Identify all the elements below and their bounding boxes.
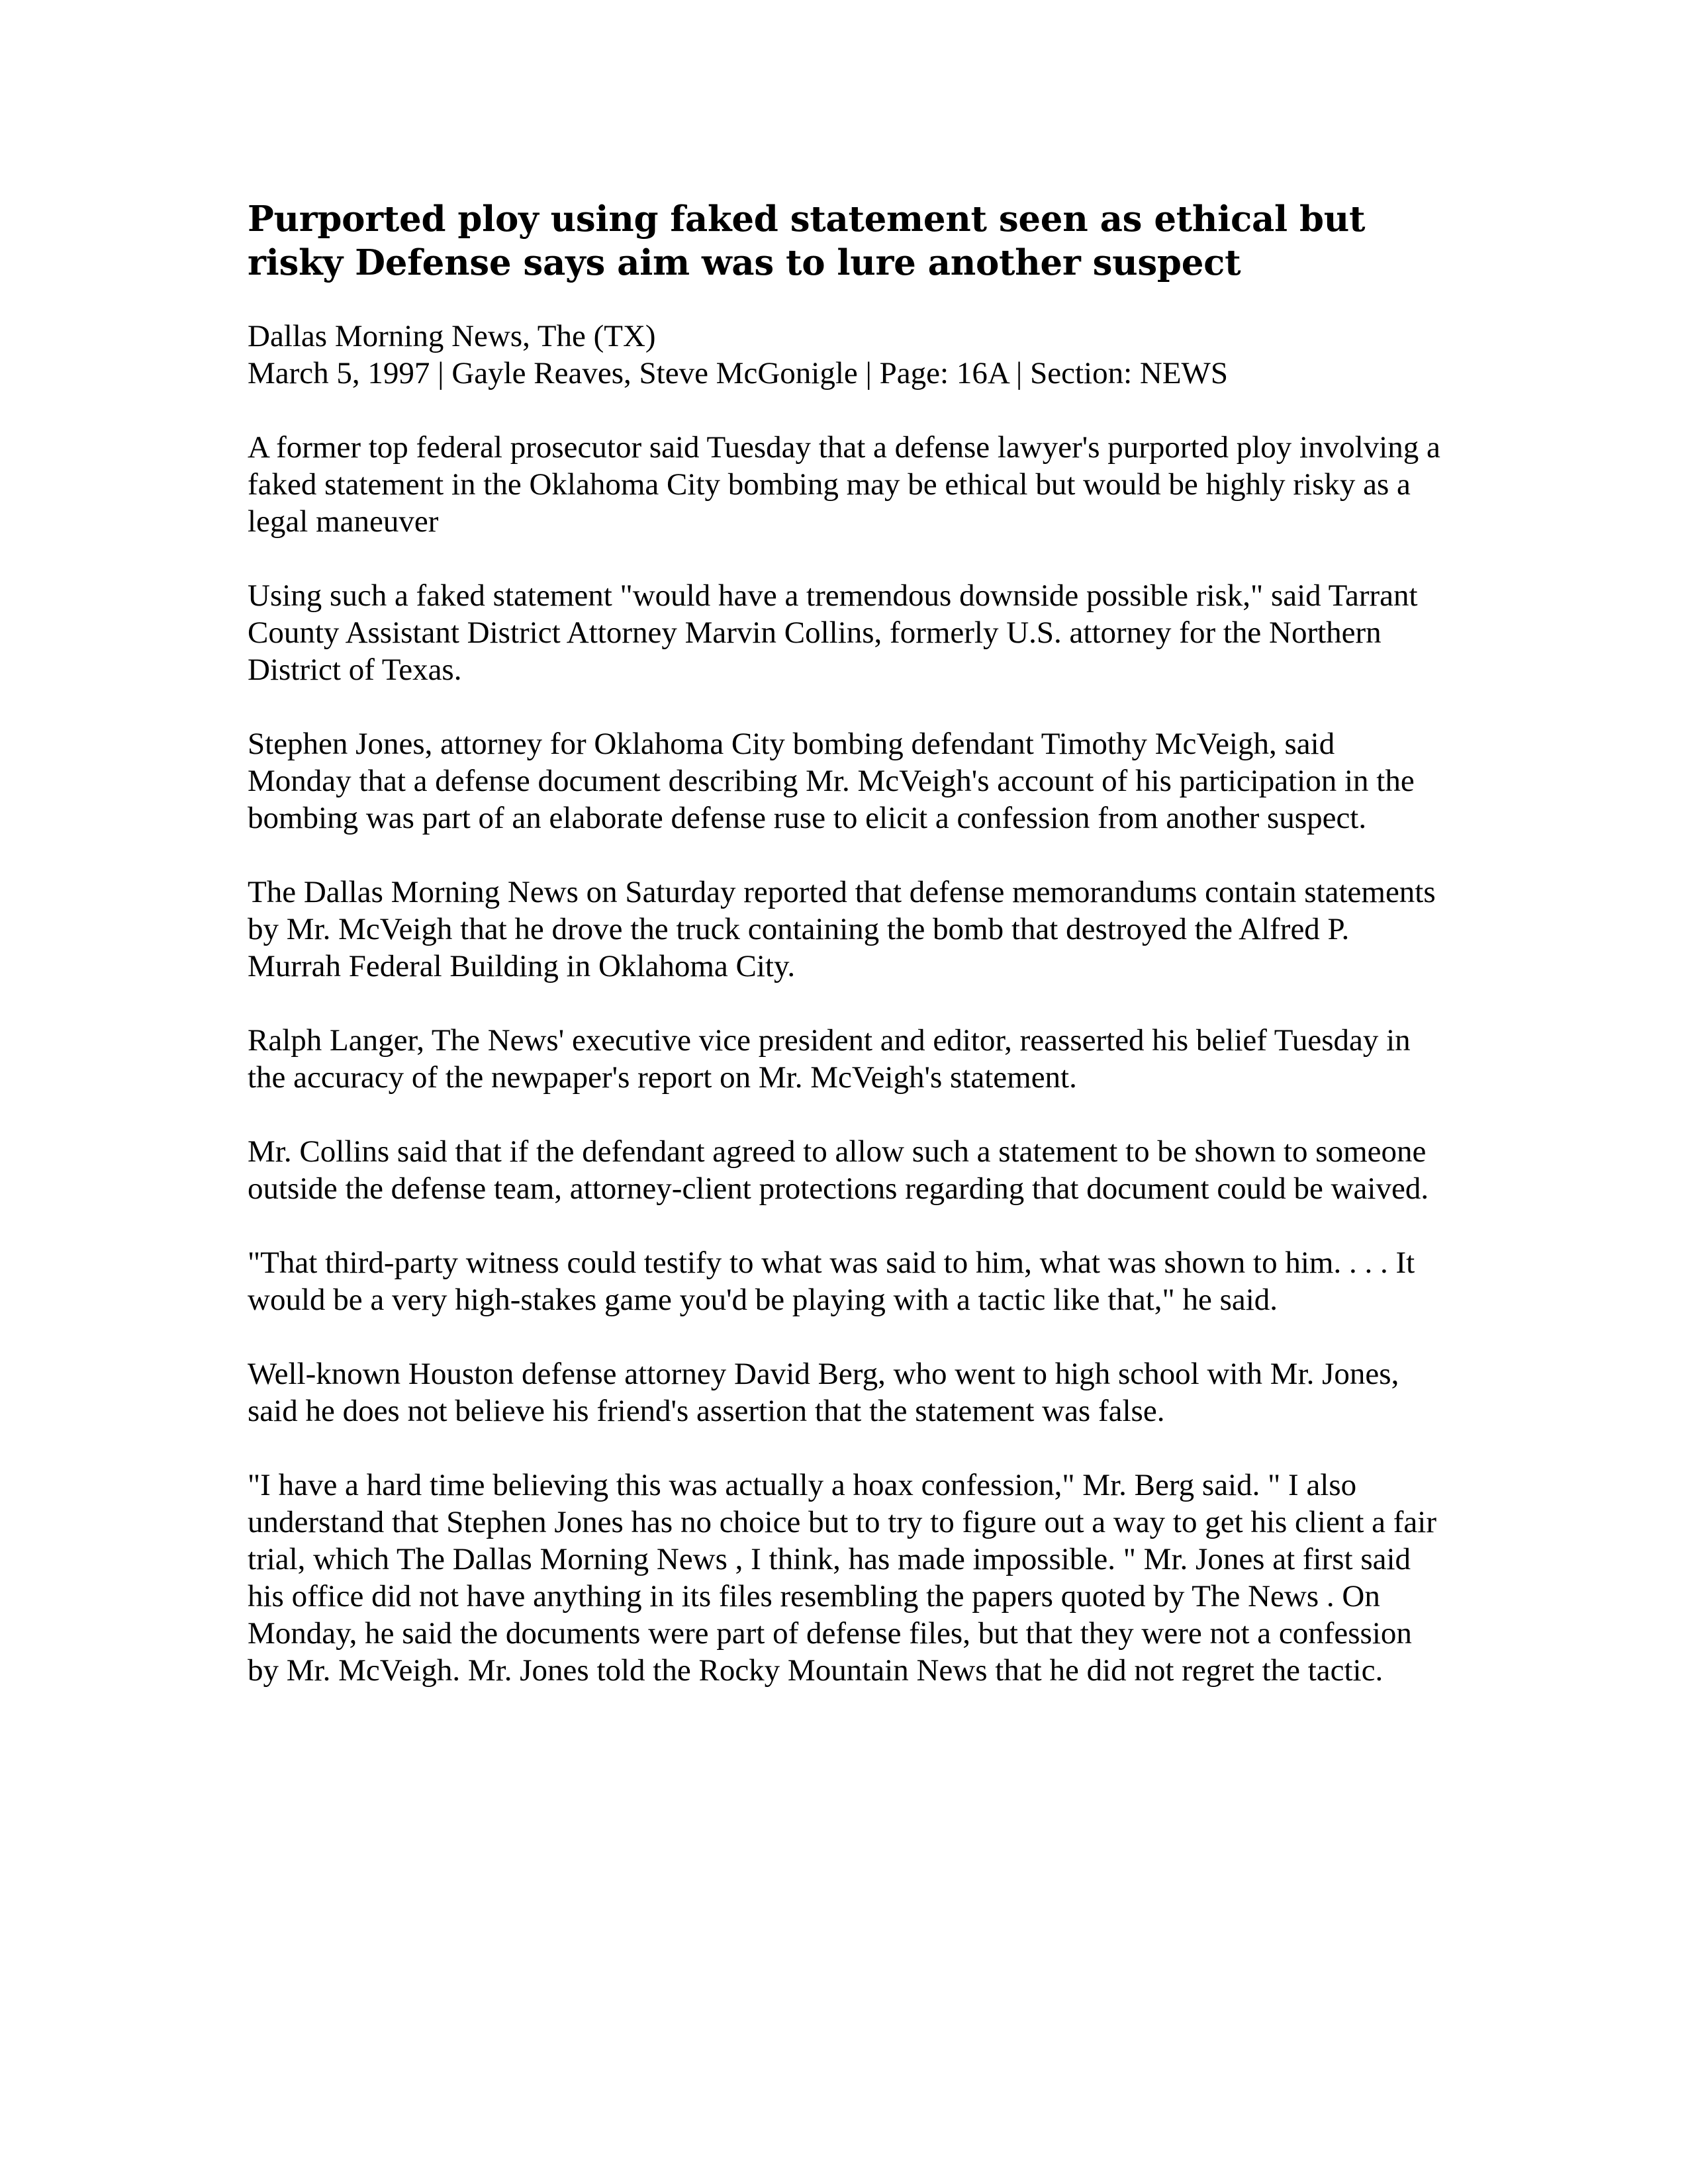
paragraph: Ralph Langer, The News' executive vice president and editor, reasserted his belief Tuesday in the accuracy of the newpaper's report on Mr. McVeigh's statement. <box>248 1023 1411 1095</box>
paragraph: Well-known Houston defense attorney David Berg, who went to high school with Mr. Jones, said he does not believe his friend's assertion that the statement was false. <box>248 1357 1399 1428</box>
paragraph: "I have a hard time believing this was actually a hoax confession," Mr. Berg said. " I also understand that Stephen Jones has no choice but to try to figure out a way to get his client a fair trial, which The Dallas Morning News , I think, has made impossible. " Mr. Jones at first said his office did not have anything in its files resembling the papers quoted by The News . On Monday, he said the documents were part of defense files, but that they were not a confession by Mr. McVeigh. Mr. Jones told the Rocky Mountain News that he did not regret the tactic. <box>248 1468 1436 1688</box>
article-body <box>248 429 1446 1689</box>
paragraph: "That third-party witness could testify to what was said to him, what was shown to him. . . . It would be a very high-stakes game you'd be playing with a tactic like that," he said. <box>248 1246 1415 1317</box>
paragraph: The Dallas Morning News on Saturday reported that defense memorandums contain statements by Mr. McVeigh that he drove the truck containing the bomb that destroyed the Alfred P. Murrah Federal Building in Oklahoma City. <box>248 875 1436 983</box>
paragraph: A former top federal prosecutor said Tuesday that a defense lawyer's purported ploy involving a faked statement in the Oklahoma City bombing may be ethical but would be highly risky as a legal maneuver <box>248 430 1440 539</box>
article-byline: March 5, 1997 | Gayle Reaves, Steve McGonigle | Page: 16A | Section: NEWS <box>248 356 1229 390</box>
article-meta <box>248 318 1446 392</box>
article-source: Dallas Morning News, The (TX) <box>248 319 656 353</box>
paragraph: Using such a faked statement "would have a tremendous downside possible risk," said Tarrant County Assistant District Attorney Marvin Collins, formerly U.S. attorney for the Northern District of Texas. <box>248 578 1418 687</box>
article-page <box>248 197 1446 1689</box>
paragraph: Stephen Jones, attorney for Oklahoma City bombing defendant Timothy McVeigh, said Monday that a defense document describing Mr. McVeigh's account of his participation in the bombing was part of an elaborate defense ruse to elicit a confession from another suspect. <box>248 727 1415 835</box>
article-headline: Purported ploy using faked statement seen as ethical but risky Defense says aim was to lure another suspect <box>248 199 1366 283</box>
paragraph: Mr. Collins said that if the defendant agreed to allow such a statement to be shown to someone outside the defense team, attorney-client protections regarding that document could be waived. <box>248 1134 1429 1206</box>
